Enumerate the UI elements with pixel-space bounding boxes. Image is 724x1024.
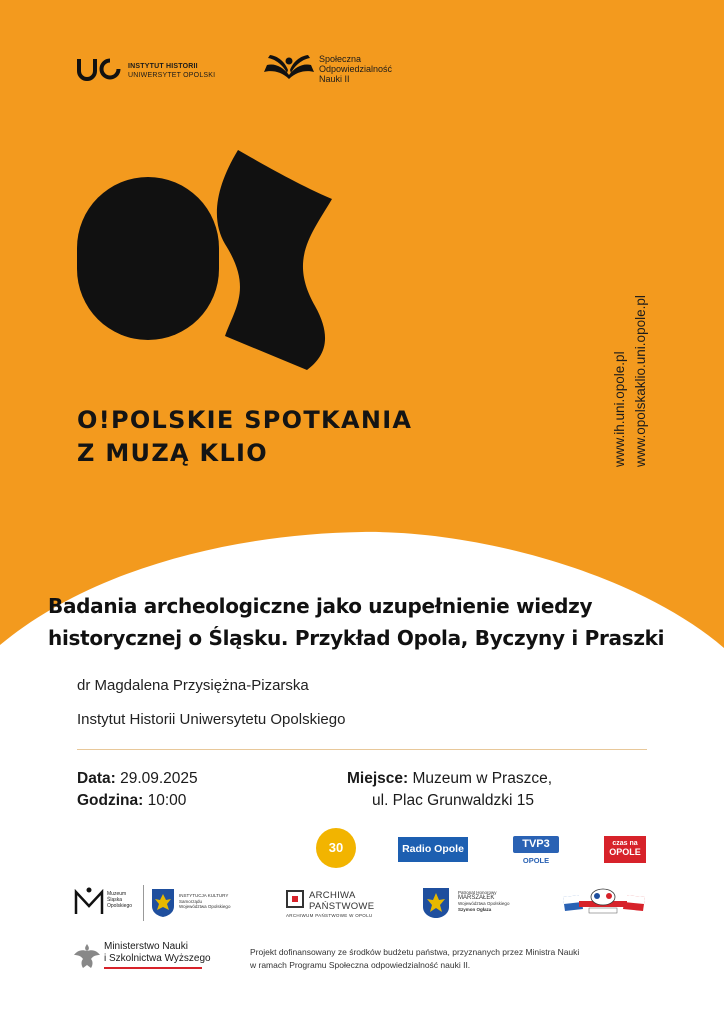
uo-line1: INSTYTUT HISTORII — [128, 63, 198, 70]
muz-line1: Muzeum — [107, 891, 127, 897]
czas-na-opole-logo — [604, 836, 646, 863]
muzeum-m-icon — [74, 886, 104, 918]
spoleczna-logo-text — [319, 54, 392, 84]
time-value: 10:00 — [143, 792, 187, 809]
url-opolskaklio[interactable]: www.opolskaklio.uni.opole.pl — [633, 295, 648, 467]
30-anniversary-logo: 30 — [316, 828, 356, 868]
mar-line2: MARSZAŁEK — [458, 894, 495, 901]
address-line: ul. Plac Grunwaldzki 15 — [372, 792, 534, 809]
series-title-line2: Z MUZĄ KLIO — [77, 439, 268, 467]
ministry-line1: Ministerstwo Nauki — [104, 941, 188, 952]
place-value: Muzeum w Praszce, — [408, 770, 553, 787]
logo-separator — [143, 885, 144, 921]
archiwa-sub: ARCHIWUM PAŃSTWOWE W OPOLU — [286, 913, 373, 918]
open-book-icon — [263, 53, 315, 83]
arch-line2: PAŃSTWOWE — [309, 901, 375, 912]
speaker-name: dr Magdalena Przysiężna-Pizarska — [77, 677, 309, 694]
instytucja-kultury-text — [179, 893, 230, 910]
lecture-title-line1: Badania archeologiczne jako uzupełnienie wiedzy — [48, 594, 593, 618]
inst-line3: Województwa Opolskiego — [179, 904, 231, 909]
series-title — [77, 404, 412, 470]
inst-line2: Samorządu — [179, 898, 203, 904]
url-ih[interactable]: www.ih.uni.opole.pl — [612, 351, 627, 467]
czas-line1: czas na — [612, 840, 638, 847]
date-value: 29.09.2025 — [115, 770, 198, 787]
archiwa-text — [309, 890, 374, 912]
marszalek-text — [458, 890, 509, 912]
sp-line3: Nauki II — [319, 74, 350, 84]
website-urls — [609, 262, 653, 467]
series-title-line1: O!POLSKIE SPOTKANIA — [77, 406, 413, 434]
ministry-line2: i Szkolnictwa Wyższego — [104, 953, 211, 964]
opolskie-coat-of-arms-icon — [151, 888, 175, 918]
muzeum-text — [107, 891, 132, 909]
mar-line4: Szymon Ogłaza — [458, 906, 492, 912]
date-line — [77, 768, 198, 790]
date-label: Data: — [77, 770, 116, 787]
uo-logo-icon — [77, 57, 123, 81]
mar-line1: Patronat Honorowy — [458, 890, 497, 895]
mar-line3: Województwa Opolskiego — [458, 901, 510, 906]
tvp3-sub: OPOLE — [522, 856, 550, 865]
arch-line1: ARCHIWA — [309, 890, 356, 901]
proj-line2: w ramach Programu Społeczna odpowiedzialność nauki II. — [250, 960, 471, 970]
muz-line2: Śląska — [107, 897, 123, 903]
lecture-title — [48, 590, 688, 654]
divider — [77, 749, 647, 750]
ribbon-flag-emblem-icon — [561, 887, 647, 917]
polish-eagle-icon — [73, 941, 101, 971]
inst-line1: INSTYTUCJA KULTURY — [179, 893, 229, 898]
radio-opole-logo: Radio Opole — [398, 837, 468, 862]
ministry-name — [104, 941, 211, 965]
marszalek-coat-of-arms-icon — [422, 887, 450, 919]
uo-line2: UNIWERSYTET OPOLSKI — [128, 72, 216, 79]
sp-line1: Społeczna — [319, 54, 362, 64]
tvp3-opole-logo — [513, 836, 559, 865]
project-funding-note — [250, 946, 630, 972]
speaker-institution: Instytut Historii Uniwersytetu Opolskiego — [77, 711, 346, 728]
time-label: Godzina: — [77, 792, 144, 809]
place-label: Miejsce: — [347, 770, 409, 787]
lecture-title-line2: historycznej o Śląsku. Przykład Opola, Byczyny i Praszki — [48, 626, 665, 650]
uo-logo-text — [128, 62, 215, 80]
proj-line1: Projekt dofinansowany ze środków budżetu państwa, przyznanych przez Ministra Nauki — [250, 947, 580, 957]
archiwa-icon — [286, 890, 304, 908]
czas-line2: OPOLE — [609, 847, 641, 857]
os-graphic-logo — [75, 148, 337, 370]
tvp3-mark: TVP3 — [513, 836, 559, 853]
time-line — [77, 790, 186, 812]
muz-line3: Opolskiego — [107, 903, 133, 909]
ministry-red-bar — [104, 967, 202, 969]
sp-line2: Odpowiedzialność — [319, 64, 393, 74]
place-line — [347, 768, 552, 790]
